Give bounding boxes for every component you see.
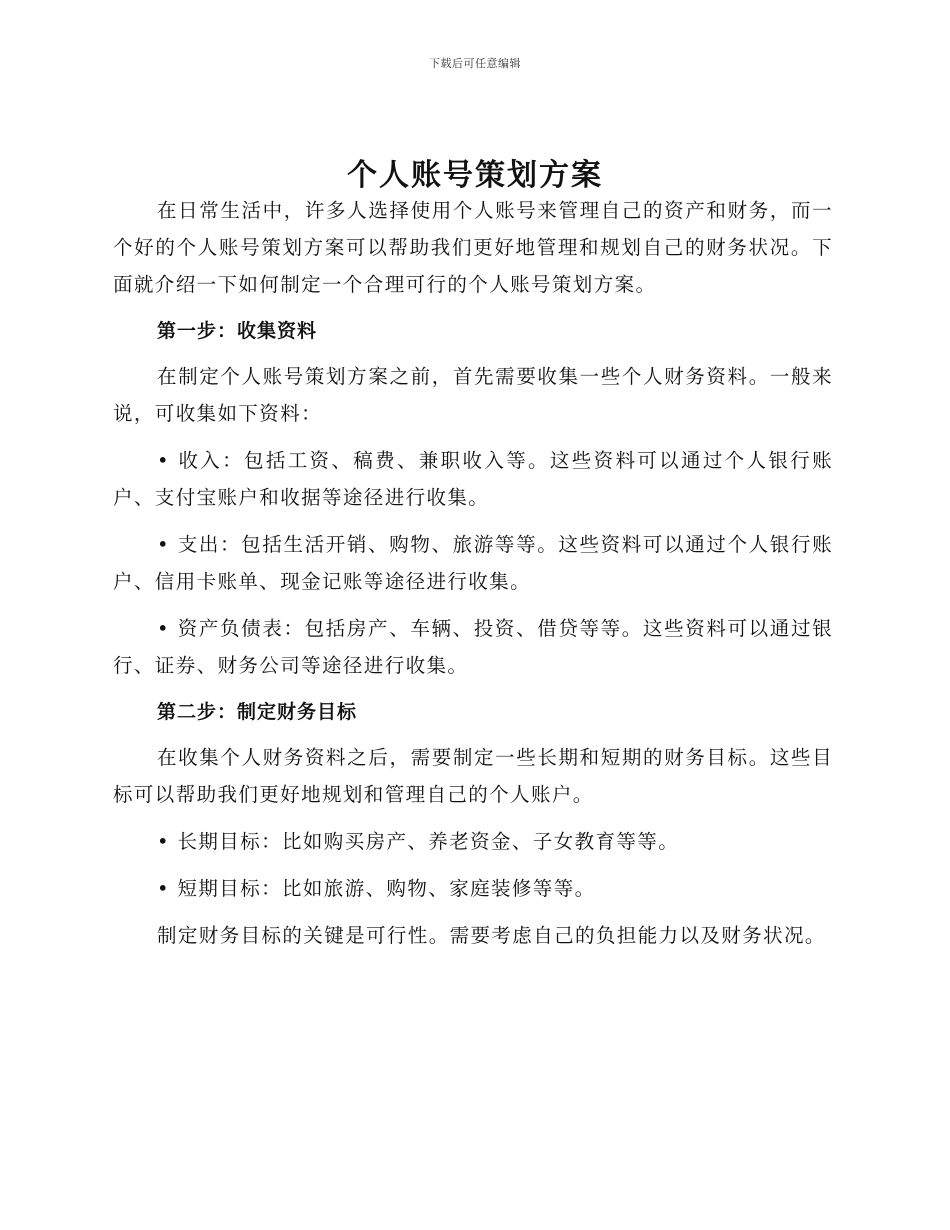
step2-closing-paragraph: 制定财务目标的关键是可行性。需要考虑自己的负担能力以及财务状况。 xyxy=(157,924,826,947)
step1-item-income: • 收入：包括工资、稿费、兼职收入等。这些资料可以通过个人银行账户、支付宝账户和收据等途径进行收集。 xyxy=(113,449,833,509)
step2-paragraph: 在收集个人财务资料之后，需要制定一些长期和短期的财务目标。这些目标可以帮助我们更好地规划和管理自己的个人账户。 xyxy=(113,746,833,806)
page-header-note: 下载后可任意编辑 xyxy=(429,57,521,70)
document-body xyxy=(113,192,833,964)
step1-item-balance-sheet: • 资产负债表：包括房产、车辆、投资、借贷等等。这些资料可以通过银行、证券、财务公司等途径进行收集。 xyxy=(113,617,833,677)
step1-heading: 第一步：收集资料 xyxy=(157,320,318,342)
step2-item-short-term: • 短期目标：比如旅游、购物、家庭装修等等。 xyxy=(157,877,596,900)
step1-item-expense: • 支出：包括生活开销、购物、旅游等等。这些资料可以通过个人银行账户、信用卡账单、现金记账等途径进行收集。 xyxy=(113,533,833,593)
intro-paragraph: 在日常生活中，许多人选择使用个人账号来管理自己的资产和财务，而一个好的个人账号策划方案可以帮助我们更好地管理和规划自己的财务状况。下面就介绍一下如何制定一个合理可行的个人账号策划方案。 xyxy=(113,199,833,296)
document-title: 个人账号策划方案 xyxy=(347,158,603,193)
step2-item-long-term: • 长期目标：比如购买房产、养老资金、子女教育等等。 xyxy=(157,830,680,853)
step2-heading: 第二步：制定财务目标 xyxy=(157,701,358,723)
step1-paragraph: 在制定个人账号策划方案之前，首先需要收集一些个人财务资料。一般来说，可收集如下资料： xyxy=(113,365,833,425)
